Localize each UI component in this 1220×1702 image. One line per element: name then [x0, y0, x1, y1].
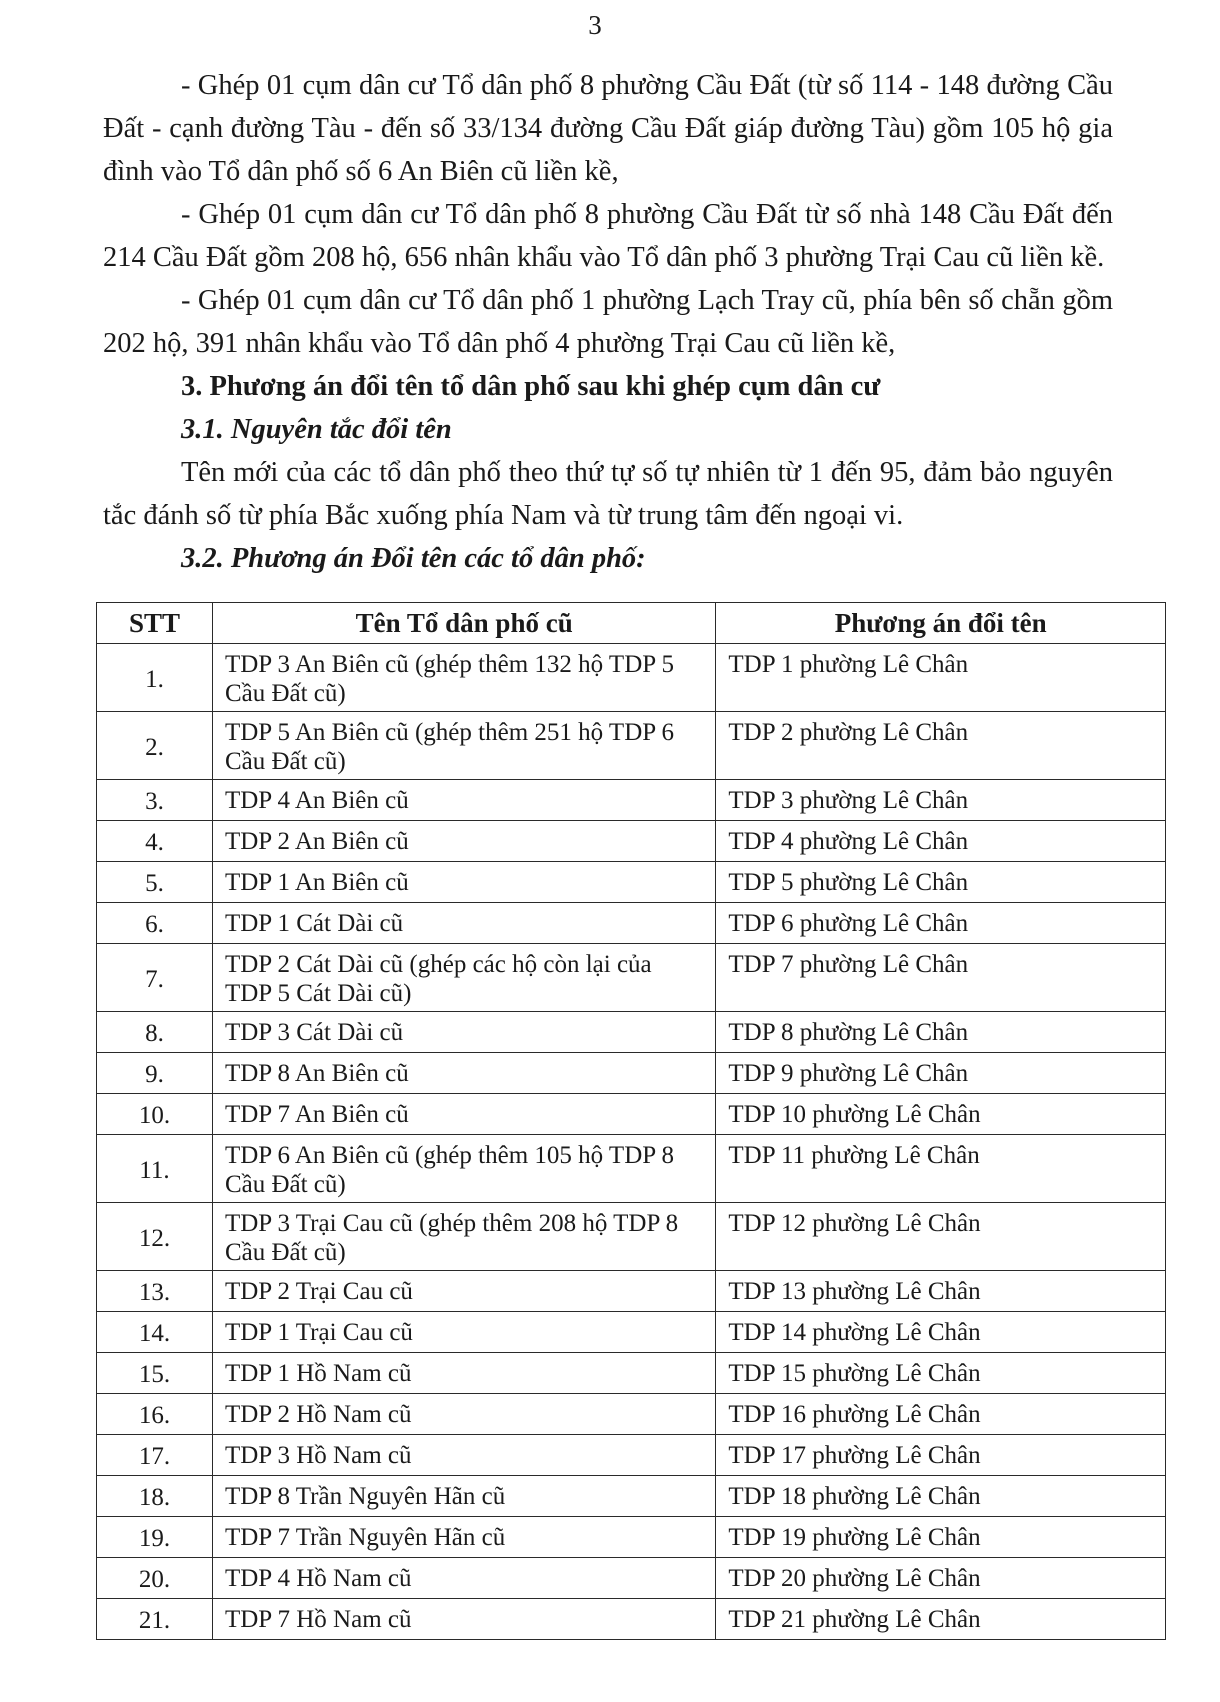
page-number: 3	[588, 10, 602, 40]
new-name-cell: TDP 20 phường Lê Chân	[716, 1558, 1166, 1599]
stt-cell: 14.	[97, 1312, 213, 1353]
stt-cell: 8.	[97, 1012, 213, 1053]
section-3-2-heading: 3.2. Phương án Đổi tên các tổ dân phố:	[181, 543, 646, 574]
old-name-cell: TDP 4 An Biên cũ	[212, 780, 715, 821]
section-3-heading: 3. Phương án đổi tên tổ dân phố sau khi ghép cụm dân cư	[181, 371, 881, 402]
new-name-cell: TDP 15 phường Lê Chân	[716, 1353, 1166, 1394]
table-row	[97, 1094, 1166, 1135]
table-row	[97, 821, 1166, 862]
table-row	[97, 1476, 1166, 1517]
new-name-cell: TDP 3 phường Lê Chân	[716, 780, 1166, 821]
old-name-cell: TDP 1 Cát Dài cũ	[212, 903, 715, 944]
new-name-cell: TDP 12 phường Lê Chân	[716, 1203, 1166, 1271]
stt-cell: 5.	[97, 862, 213, 903]
stt-cell: 15.	[97, 1353, 213, 1394]
stt-cell: 17.	[97, 1435, 213, 1476]
old-name-cell: TDP 1 An Biên cũ	[212, 862, 715, 903]
old-name-cell: TDP 3 Trại Cau cũ (ghép thêm 208 hộ TDP 8 Cầu Đất cũ)	[212, 1203, 715, 1271]
new-name-cell: TDP 16 phường Lê Chân	[716, 1394, 1166, 1435]
merge-paragraph-2: - Ghép 01 cụm dân cư Tổ dân phố 8 phường Cầu Đất từ số nhà 148 Cầu Đất đến 214 Cầu Đất gồm 208 hộ, 656 nhân khẩu vào Tổ dân phố 3 phường Trại Cau cũ liền kề.	[103, 199, 1113, 273]
table-row	[97, 644, 1166, 712]
stt-cell: 6.	[97, 903, 213, 944]
table-row	[97, 1517, 1166, 1558]
table-row	[97, 1203, 1166, 1271]
old-name-cell: TDP 8 Trần Nguyên Hãn cũ	[212, 1476, 715, 1517]
header-old-name: Tên Tổ dân phố cũ	[212, 603, 715, 644]
table-row	[97, 1312, 1166, 1353]
table-row	[97, 1271, 1166, 1312]
section-3-1-text: Tên mới của các tổ dân phố theo thứ tự số tự nhiên từ 1 đến 95, đảm bảo nguyên tắc đánh số từ phía Bắc xuống phía Nam và từ trung tâm đến ngoại vi.	[103, 457, 1113, 531]
rename-table	[96, 602, 1166, 1640]
old-name-cell: TDP 2 An Biên cũ	[212, 821, 715, 862]
stt-cell: 1.	[97, 644, 213, 712]
stt-cell: 13.	[97, 1271, 213, 1312]
old-name-cell: TDP 7 An Biên cũ	[212, 1094, 715, 1135]
stt-cell: 2.	[97, 712, 213, 780]
document-body	[103, 64, 1113, 580]
table-row	[97, 862, 1166, 903]
old-name-cell: TDP 7 Hồ Nam cũ	[212, 1599, 715, 1640]
old-name-cell: TDP 2 Cát Dài cũ (ghép các hộ còn lại của TDP 5 Cát Dài cũ)	[212, 944, 715, 1012]
old-name-cell: TDP 5 An Biên cũ (ghép thêm 251 hộ TDP 6 Cầu Đất cũ)	[212, 712, 715, 780]
new-name-cell: TDP 6 phường Lê Chân	[716, 903, 1166, 944]
stt-cell: 12.	[97, 1203, 213, 1271]
stt-cell: 16.	[97, 1394, 213, 1435]
merge-paragraph-1: - Ghép 01 cụm dân cư Tổ dân phố 8 phường Cầu Đất (từ số 114 - 148 đường Cầu Đất - cạnh đường Tàu - đến số 33/134 đường Cầu Đất giáp đường Tàu) gồm 105 hộ gia đình vào Tổ dân phố số 6 An Biên cũ liền kề,	[103, 70, 1113, 187]
new-name-cell: TDP 14 phường Lê Chân	[716, 1312, 1166, 1353]
new-name-cell: TDP 2 phường Lê Chân	[716, 712, 1166, 780]
table-row	[97, 1053, 1166, 1094]
old-name-cell: TDP 8 An Biên cũ	[212, 1053, 715, 1094]
table-row	[97, 712, 1166, 780]
stt-cell: 11.	[97, 1135, 213, 1203]
header-new-name: Phương án đổi tên	[716, 603, 1166, 644]
stt-cell: 4.	[97, 821, 213, 862]
stt-cell: 3.	[97, 780, 213, 821]
old-name-cell: TDP 3 Cát Dài cũ	[212, 1012, 715, 1053]
stt-cell: 18.	[97, 1476, 213, 1517]
header-stt: STT	[97, 603, 213, 644]
old-name-cell: TDP 2 Trại Cau cũ	[212, 1271, 715, 1312]
new-name-cell: TDP 13 phường Lê Chân	[716, 1271, 1166, 1312]
stt-cell: 9.	[97, 1053, 213, 1094]
new-name-cell: TDP 17 phường Lê Chân	[716, 1435, 1166, 1476]
stt-cell: 7.	[97, 944, 213, 1012]
section-3-1-heading: 3.1. Nguyên tắc đổi tên	[181, 414, 452, 445]
stt-cell: 10.	[97, 1094, 213, 1135]
new-name-cell: TDP 8 phường Lê Chân	[716, 1012, 1166, 1053]
old-name-cell: TDP 3 An Biên cũ (ghép thêm 132 hộ TDP 5 Cầu Đất cũ)	[212, 644, 715, 712]
old-name-cell: TDP 4 Hồ Nam cũ	[212, 1558, 715, 1599]
stt-cell: 19.	[97, 1517, 213, 1558]
new-name-cell: TDP 11 phường Lê Chân	[716, 1135, 1166, 1203]
old-name-cell: TDP 7 Trần Nguyên Hãn cũ	[212, 1517, 715, 1558]
old-name-cell: TDP 1 Hồ Nam cũ	[212, 1353, 715, 1394]
new-name-cell: TDP 18 phường Lê Chân	[716, 1476, 1166, 1517]
table-row	[97, 780, 1166, 821]
new-name-cell: TDP 7 phường Lê Chân	[716, 944, 1166, 1012]
table-row	[97, 1558, 1166, 1599]
merge-paragraph-3: - Ghép 01 cụm dân cư Tổ dân phố 1 phường Lạch Tray cũ, phía bên số chẵn gồm 202 hộ, 391 nhân khẩu vào Tổ dân phố 4 phường Trại Cau cũ liền kề,	[103, 285, 1113, 359]
old-name-cell: TDP 2 Hồ Nam cũ	[212, 1394, 715, 1435]
old-name-cell: TDP 6 An Biên cũ (ghép thêm 105 hộ TDP 8 Cầu Đất cũ)	[212, 1135, 715, 1203]
table-row	[97, 1435, 1166, 1476]
table-row	[97, 1012, 1166, 1053]
table-row	[97, 903, 1166, 944]
table-row	[97, 1135, 1166, 1203]
new-name-cell: TDP 19 phường Lê Chân	[716, 1517, 1166, 1558]
table-row	[97, 1394, 1166, 1435]
table-header-row	[97, 603, 1166, 644]
new-name-cell: TDP 1 phường Lê Chân	[716, 644, 1166, 712]
new-name-cell: TDP 10 phường Lê Chân	[716, 1094, 1166, 1135]
stt-cell: 21.	[97, 1599, 213, 1640]
table-row	[97, 1599, 1166, 1640]
old-name-cell: TDP 1 Trại Cau cũ	[212, 1312, 715, 1353]
new-name-cell: TDP 21 phường Lê Chân	[716, 1599, 1166, 1640]
table-row	[97, 1353, 1166, 1394]
new-name-cell: TDP 5 phường Lê Chân	[716, 862, 1166, 903]
new-name-cell: TDP 9 phường Lê Chân	[716, 1053, 1166, 1094]
new-name-cell: TDP 4 phường Lê Chân	[716, 821, 1166, 862]
old-name-cell: TDP 3 Hồ Nam cũ	[212, 1435, 715, 1476]
table-row	[97, 944, 1166, 1012]
table-body	[97, 644, 1166, 1640]
stt-cell: 20.	[97, 1558, 213, 1599]
